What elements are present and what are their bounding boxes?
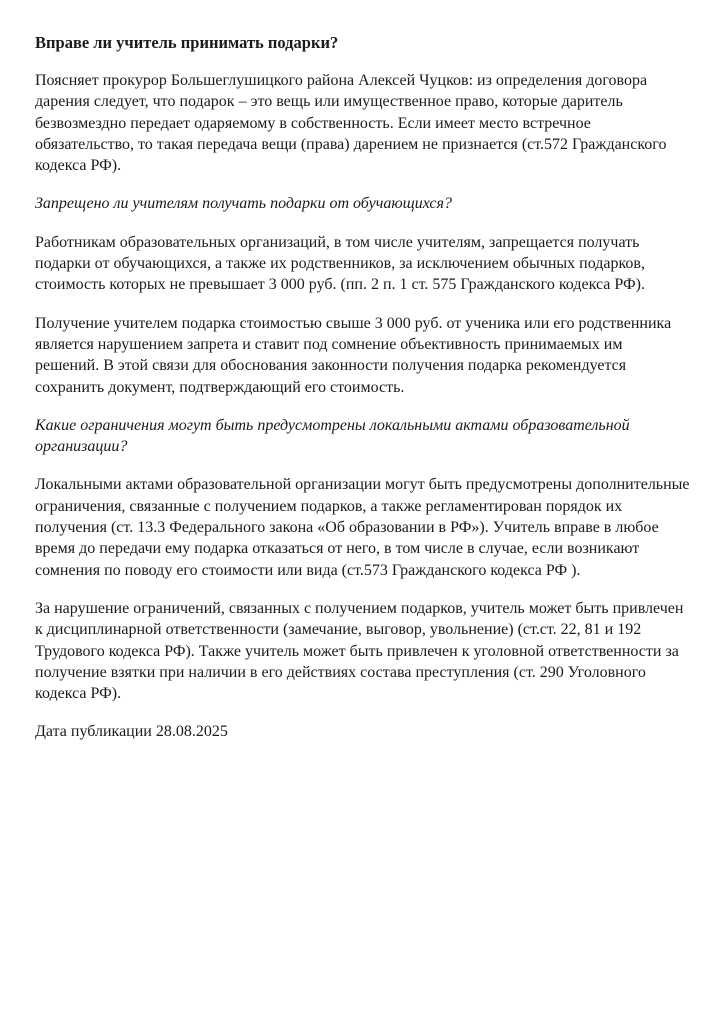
question-1: Запрещено ли учителям получать подарки от обучающихся? <box>35 195 452 213</box>
answer-1-paragraph-1: Работникам образовательных организаций, в том числе учителям, запрещается получать подарки от обучающихся, а также их родственников, за исключением обычных подарков, стоимость которых не превышает 3 000 руб. (пп. 2 п. 1 ст. 575 Гражданского кодекса РФ). <box>35 233 645 294</box>
answer-2-paragraph-2: За нарушение ограничений, связанных с получением подарков, учитель может быть привлечен к дисциплинарной ответственности (замечание, выговор, увольнение) (ст.ст. 22, 81 и 192 Трудового кодекса РФ). Также учитель может быть привлечен к уголовной ответственности за получение взятки при наличии в его действиях состава преступления (ст. 290 Уголовного кодекса РФ). <box>35 599 684 703</box>
intro-paragraph: Поясняет прокурор Большеглушицкого района Алексей Чуцков: из определения договора дарения следует, что подарок – это вещь или имущественное право, которые даритель безвозмездно передает одаряемому в собственность. Если имеет место встречное обязательство, то такая передача вещи (права) дарением не признается (ст.572 Гражданского кодекса РФ). <box>35 72 667 175</box>
answer-2-paragraph-1: Локальными актами образовательной организации могут быть предусмотрены дополнительные ограничения, связанные с получением подарков, а также регламентирован порядок их получения (ст. 13.3 Федерального закона «Об образовании в РФ»). Учитель вправе в любое время до передачи ему подарка отказаться от него, в том числе в случае, если возникают сомнения по поводу его стоимости или вида (ст.573 Гражданского кодекса РФ ). <box>35 476 690 579</box>
answer-1-paragraph-2: Получение учителем подарка стоимостью свыше 3 000 руб. от ученика или его родственника является нарушением запрета и ставит под сомнение объективность принимаемых им решений. В этой связи для обоснования законности получения подарка рекомендуется сохранить документ, подтверждающий его стоимость. <box>35 314 672 396</box>
question-2: Какие ограничения могут быть предусмотрены локальными актами образовательной организации? <box>35 416 630 456</box>
publication-date: Дата публикации 28.08.2025 <box>35 723 228 741</box>
document-title: Вправе ли учитель принимать подарки? <box>35 33 339 52</box>
